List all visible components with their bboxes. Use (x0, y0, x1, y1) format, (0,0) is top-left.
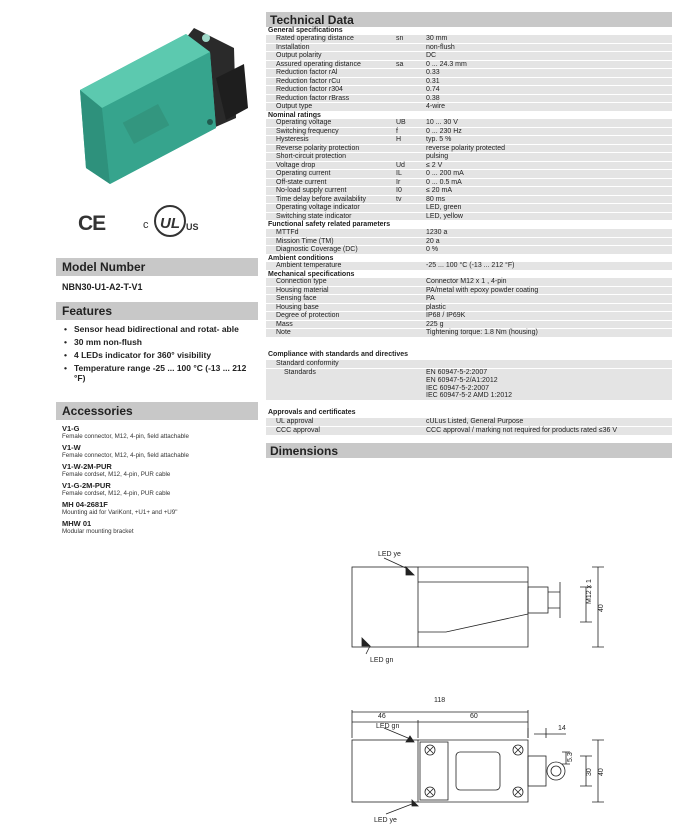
spec-symbol (394, 295, 424, 304)
spec-row (266, 229, 672, 237)
label-led-gn-bottom: LED gn (376, 723, 400, 730)
spec-symbol (394, 320, 424, 329)
spec-row (266, 237, 672, 246)
spec-label: Reduction factor rBrass (266, 94, 394, 103)
spec-symbol (394, 43, 424, 52)
spec-value: PA (424, 295, 672, 304)
spec-section-title: Mechanical specifications (266, 270, 672, 278)
spec-row (266, 86, 672, 95)
accessories-heading: Accessories (56, 402, 258, 420)
spec-value: plastic (424, 303, 672, 312)
compliance-title: Compliance with standards and directives (268, 350, 409, 358)
label-46: 46 (378, 713, 386, 720)
label-led-ye-top: LED ye (378, 551, 401, 558)
spec-value: PA/metal with epoxy powder coating (424, 286, 672, 295)
label-14: 14 (558, 725, 566, 732)
spec-symbol: IL (394, 170, 424, 179)
spec-label: Assured operating distance (266, 60, 394, 69)
spec-row (266, 161, 672, 170)
compliance-table (266, 348, 672, 436)
spec-symbol (394, 204, 424, 213)
features-heading: Features (56, 302, 258, 320)
spec-row (266, 69, 672, 78)
spec-row (266, 320, 672, 329)
spec-value: 10 ... 30 V (424, 119, 672, 127)
label-30: 30 (586, 768, 593, 776)
standard-value: EN 60947-5-2:2007 (426, 368, 488, 376)
spec-section-title: Nominal ratings (266, 111, 672, 119)
spec-label: Diagnostic Coverage (DC) (266, 246, 394, 255)
spec-symbol: sa (394, 60, 424, 69)
spec-symbol: Ir (394, 178, 424, 187)
spec-label: Sensing face (266, 295, 394, 304)
spec-symbol (394, 94, 424, 103)
standard-value: EN 60947-5-2/A1:2012 (426, 376, 498, 384)
spec-section-header (266, 111, 672, 119)
spec-symbol (394, 86, 424, 95)
accessory-name: MH 04-2681F (62, 500, 108, 509)
label-40-side: 40 (598, 604, 605, 612)
spec-label: Operating voltage indicator (266, 204, 394, 213)
spec-symbol: sn (394, 35, 424, 43)
label-m12: M12 x 1 (586, 579, 593, 604)
spec-symbol (394, 303, 424, 312)
spec-value: 20 a (424, 237, 672, 246)
spec-symbol (394, 246, 424, 255)
dimension-drawings (266, 542, 672, 828)
accessory-desc: Modular mounting bracket (62, 528, 134, 535)
spec-row (266, 303, 672, 312)
spec-section-title: Ambient conditions (266, 254, 672, 262)
spec-section-title: Functional safety related parameters (266, 221, 672, 229)
label-118: 118 (434, 697, 446, 704)
spec-value: ≤ 20 mA (424, 187, 672, 196)
spec-label: Mass (266, 320, 394, 329)
spec-value: reverse polarity protected (424, 144, 672, 153)
ul-c-text: c (143, 219, 149, 231)
spec-label: Operating voltage (266, 119, 394, 127)
accessory-desc: Female cordset, M12, 4-pin, PUR cable (62, 471, 171, 478)
spec-value: 0 ... 24.3 mm (424, 60, 672, 69)
standard-conformity: Standard conformity (266, 360, 672, 368)
approval-label: CCC approval (266, 427, 424, 436)
spec-row (266, 60, 672, 69)
spec-label: Hysteresis (266, 136, 394, 145)
spec-symbol: I0 (394, 187, 424, 196)
spec-label: Connection type (266, 278, 394, 286)
spec-value: 0 ... 200 mA (424, 170, 672, 179)
spec-label: Note (266, 329, 394, 338)
features-list (62, 324, 252, 386)
spec-row (266, 195, 672, 204)
spec-value: Tightening torque: 1.8 Nm (housing) (424, 329, 672, 338)
spec-value: LED, green (424, 204, 672, 213)
feature-item: • Sensor head bidirectional and rotat- able (62, 324, 252, 334)
spec-value: Connector M12 x 1 , 4-pin (424, 278, 672, 286)
spec-symbol: f (394, 127, 424, 136)
approvals-title: Approvals and certificates (268, 409, 356, 417)
spec-label: MTTFd (266, 229, 394, 237)
dimensions-heading: Dimensions (266, 443, 672, 458)
spec-label: Reduction factor rAl (266, 69, 394, 78)
spec-symbol (394, 103, 424, 112)
spec-symbol (394, 278, 424, 286)
approval-value: cULus Listed, General Purpose (424, 418, 672, 426)
spec-label: Reduction factor rCu (266, 77, 394, 86)
ce-mark: CE (78, 212, 106, 235)
spec-label: Output polarity (266, 52, 394, 61)
spec-label: Switching frequency (266, 127, 394, 136)
spec-row (266, 94, 672, 103)
spec-section-header (266, 270, 672, 278)
spec-section-header (266, 221, 672, 229)
label-40-bottom: 40 (598, 768, 605, 776)
standard-value: IEC 60947-5-2:2007 (426, 384, 490, 392)
spec-label: Ambient temperature (266, 262, 394, 270)
spec-label: Time delay before availability (266, 195, 394, 204)
spec-value: -25 ... 100 °C (-13 ... 212 °F) (424, 262, 672, 270)
spec-row (266, 262, 672, 270)
spec-value: DC (424, 52, 672, 61)
spec-label: Output type (266, 103, 394, 112)
spec-section-header (266, 254, 672, 262)
spec-symbol (394, 52, 424, 61)
spec-value: 0 % (424, 246, 672, 255)
accessory-desc: Mounting aid for VariKont, +U1+ and +U9" (62, 509, 178, 516)
spec-value: 225 g (424, 320, 672, 329)
spec-symbol: tv (394, 195, 424, 204)
accessory-name: MHW 01 (62, 519, 92, 528)
spec-label: Installation (266, 43, 394, 52)
spec-value: ≤ 2 V (424, 161, 672, 170)
spec-symbol (394, 153, 424, 162)
spec-label: Off-state current (266, 178, 394, 187)
label-led-gn-side: LED gn (370, 657, 394, 664)
standard-value: IEC 60947-5-2 AMD 1:2012 (426, 392, 512, 400)
spec-row (266, 170, 672, 179)
feature-item: • 30 mm non-flush (62, 337, 252, 347)
spec-section-title: General specifications (266, 27, 672, 35)
spec-value: pulsing (424, 153, 672, 162)
spec-section-header (266, 27, 672, 35)
spec-label: Switching state indicator (266, 212, 394, 221)
accessory-name: V1-W-2M-PUR (62, 462, 112, 471)
feature-item: • Temperature range -25 ... 100 °C (-13 ... 212 °F) (62, 363, 252, 383)
ul-us-text: US (186, 222, 199, 232)
spec-table (266, 27, 672, 338)
ul-text: UL (160, 215, 180, 232)
spec-row (266, 43, 672, 52)
model-number: NBN30-U1-A2-T-V1 (62, 282, 143, 292)
label-5-3: 5.3 (567, 752, 574, 762)
spec-row (266, 136, 672, 145)
spec-value: LED, yellow (424, 212, 672, 221)
spec-symbol (394, 237, 424, 246)
spec-symbol: H (394, 136, 424, 145)
spec-value: typ. 5 % (424, 136, 672, 145)
spec-value: 0 ... 230 Hz (424, 127, 672, 136)
spec-symbol (394, 286, 424, 295)
spec-value: 0 ... 0.5 mA (424, 178, 672, 187)
spec-row (266, 77, 672, 86)
spec-label: No-load supply current (266, 187, 394, 196)
spec-row (266, 178, 672, 187)
spec-row (266, 329, 672, 338)
spec-label: Voltage drop (266, 161, 394, 170)
spec-label: Short-circuit protection (266, 153, 394, 162)
cul-us-logo (138, 202, 202, 240)
spec-row (266, 295, 672, 304)
accessories-list (62, 424, 256, 538)
spec-value: 80 ms (424, 195, 672, 204)
spec-row (266, 153, 672, 162)
spec-row (266, 127, 672, 136)
spec-row (266, 187, 672, 196)
spec-symbol (394, 312, 424, 321)
spec-row (266, 103, 672, 112)
spec-label: Reduction factor r304 (266, 86, 394, 95)
feature-item: • 4 LEDs indicator for 360° visibility (62, 350, 252, 360)
spec-label: Housing material (266, 286, 394, 295)
spec-value: 1230 a (424, 229, 672, 237)
spec-symbol (394, 212, 424, 221)
spec-symbol (394, 262, 424, 270)
right-column (266, 12, 672, 824)
spec-value: 0.74 (424, 86, 672, 95)
accessory-name: V1-W (62, 443, 81, 452)
approval-value: CCC approval / marking not required for products rated ≤36 V (424, 427, 672, 436)
spec-symbol (394, 229, 424, 237)
technical-data-heading: Technical Data (266, 12, 672, 27)
spec-value: non-flush (424, 43, 672, 52)
spec-row (266, 144, 672, 153)
spec-symbol (394, 144, 424, 153)
spec-row (266, 204, 672, 213)
standards-values (424, 368, 672, 401)
spec-value: 0.31 (424, 77, 672, 86)
spec-symbol: Ud (394, 161, 424, 170)
label-led-ye-bottom: LED ye (374, 817, 397, 824)
left-column (56, 6, 258, 822)
spec-row (266, 286, 672, 295)
spec-row (266, 119, 672, 127)
spec-row (266, 212, 672, 221)
spec-label: Operating current (266, 170, 394, 179)
spec-row (266, 35, 672, 43)
accessory-name: V1-G (62, 424, 80, 433)
spec-value: 0.38 (424, 94, 672, 103)
spec-row (266, 246, 672, 255)
accessory-name: V1-G-2M-PUR (62, 481, 111, 490)
spec-symbol: UB (394, 119, 424, 127)
spec-value: 0.33 (424, 69, 672, 78)
spec-row (266, 312, 672, 321)
spec-symbol (394, 329, 424, 338)
accessory-desc: Female connector, M12, 4-pin, field attachable (62, 452, 189, 459)
spec-value: 30 mm (424, 35, 672, 43)
spec-value: IP68 / IP69K (424, 312, 672, 321)
model-number-heading: Model Number (56, 258, 258, 276)
spec-value: 4-wire (424, 103, 672, 112)
spec-label: Degree of protection (266, 312, 394, 321)
spec-row (266, 278, 672, 286)
standards-label: Standards (266, 368, 424, 401)
spec-label: Rated operating distance (266, 35, 394, 43)
accessory-desc: Female connector, M12, 4-pin, field attachable (62, 433, 189, 440)
accessory-desc: Female cordset, M12, 4-pin, PUR cable (62, 490, 171, 497)
spec-symbol (394, 77, 424, 86)
spec-symbol (394, 69, 424, 78)
spec-label: Mission Time (TM) (266, 237, 394, 246)
spec-label: Housing base (266, 303, 394, 312)
spec-row (266, 52, 672, 61)
spec-label: Reverse polarity protection (266, 144, 394, 153)
product-photo (66, 8, 256, 188)
label-60: 60 (470, 713, 478, 720)
approval-label: UL approval (266, 418, 424, 426)
